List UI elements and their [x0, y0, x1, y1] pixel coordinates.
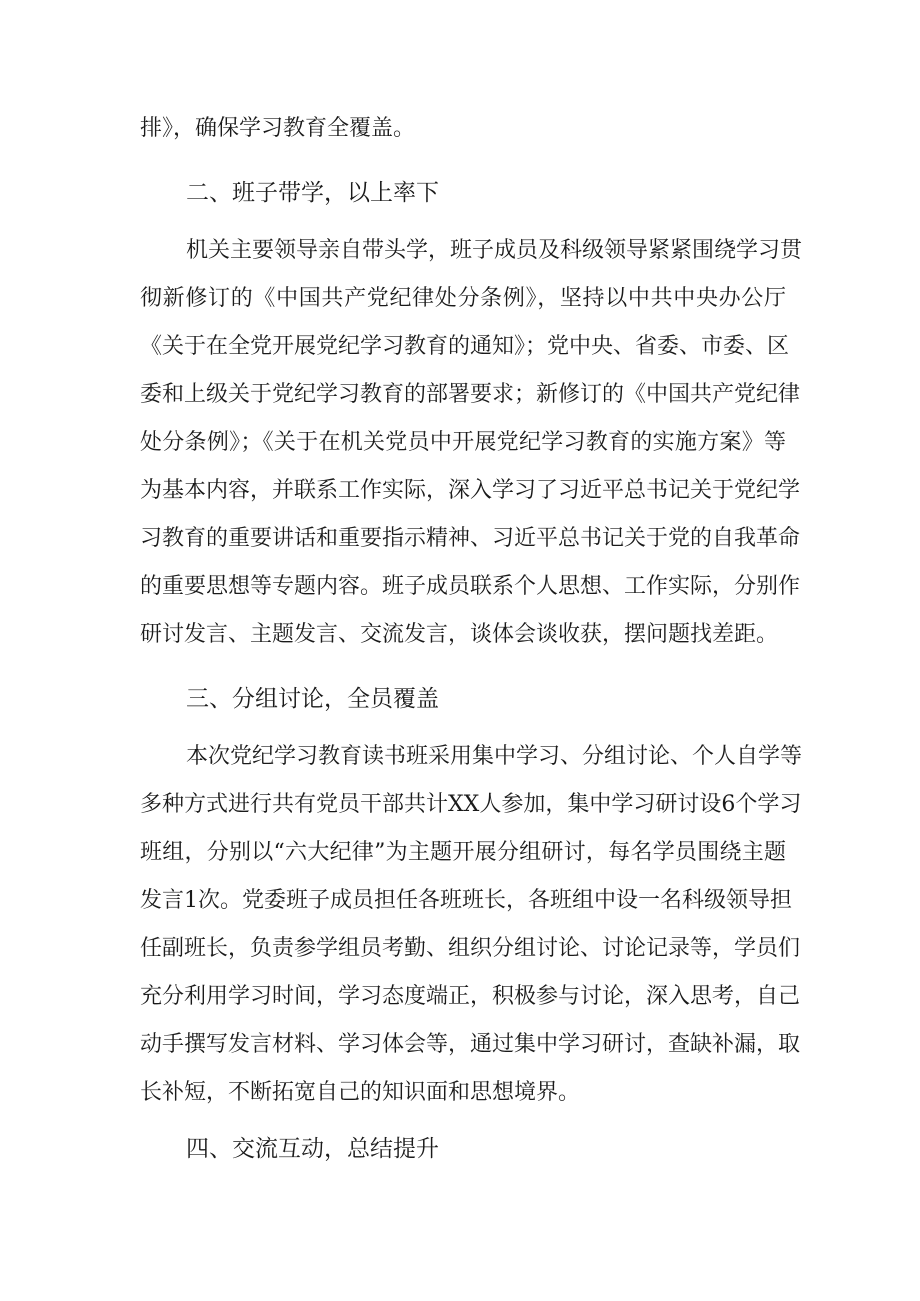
- section-3-line: 动手撰写发言材料、学习体会等，通过集中学习研讨，查缺补漏，取: [140, 1032, 801, 1057]
- section-2-line: 为基本内容，并联系工作实际，深入学习了习近平总书记关于党纪学: [140, 478, 801, 503]
- section-3-line: 发言1次。党委班子成员担任各班班长，各班组中设一名科级领导担: [140, 888, 792, 913]
- section-2-line: 的重要思想等专题内容。班子成员联系个人思想、工作实际，分别作: [140, 574, 801, 599]
- intro-line: 排》，确保学习教育全覆盖。: [140, 116, 416, 141]
- section-2-line: 委和上级关于党纪学习教育的部署要求；新修订的《中国共产党纪律: [140, 382, 801, 407]
- section-3-line: 班组，分别以“六大纪律”为主题开展分组研讨，每名学员围绕主题: [140, 840, 786, 865]
- section-4-heading: 四、交流互动，总结提升: [186, 1136, 439, 1162]
- section-2-line: 彻新修订的《中国共产党纪律处分条例》，坚持以中共中央办公厅: [140, 286, 786, 311]
- section-3-line: 多种方式进行共有党员干部共计XX人参加，集中学习研讨设6个学习: [140, 792, 802, 817]
- section-3-line: 本次党纪学习教育读书班采用集中学习、分组讨论、个人自学等: [186, 744, 803, 769]
- section-2-line: 研讨发言、主题发言、交流发言，谈体会谈收获，摆问题找差距。: [140, 622, 779, 647]
- section-3-line: 充分利用学习时间，学习态度端正，积极参与讨论，深入思考，自己: [140, 984, 801, 1009]
- section-3-heading: 三、分组讨论，全员覆盖: [186, 686, 439, 712]
- section-2-heading: 二、班子带学，以上率下: [186, 180, 439, 206]
- section-2-line: 处分条例》；《关于在机关党员中开展党纪学习教育的实施方案》等: [140, 430, 786, 455]
- section-3-line: 任副班长，负责参学组员考勤、组织分组讨论、讨论记录等，学员们: [140, 936, 801, 961]
- section-2-line: 习教育的重要讲话和重要指示精神、习近平总书记关于党的自我革命: [140, 526, 801, 551]
- section-2-line: 《关于在全党开展党纪学习教育的通知》；党中央、省委、市委、区: [140, 334, 790, 359]
- section-2-line: 机关主要领导亲自带头学，班子成员及科级领导紧紧围绕学习贯: [186, 238, 803, 263]
- section-3-line: 长补短，不断拓宽自己的知识面和思想境界。: [140, 1080, 581, 1105]
